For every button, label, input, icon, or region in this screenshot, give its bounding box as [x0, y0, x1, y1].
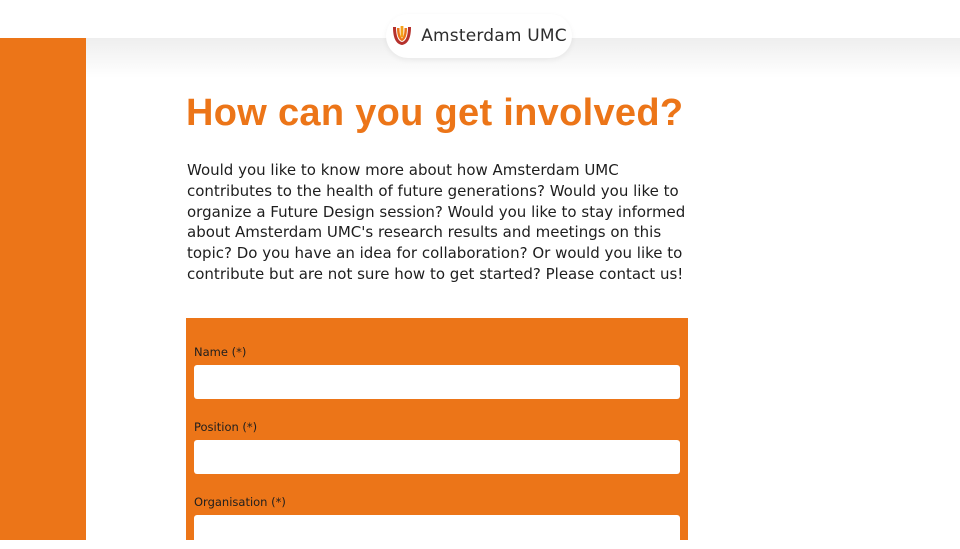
organisation-label: Organisation (*) [194, 495, 286, 509]
site-logo[interactable] [386, 14, 572, 58]
page-heading: How can you get involved? [186, 92, 684, 134]
tulip-logo-icon [391, 24, 413, 48]
intro-paragraph: Would you like to know more about how Amsterdam UMC contributes to the health of future generations? Would you like to organize a Future Design session? Would you like to stay informed about Amsterdam UMC's research results and meetings on this topic? Do you have an idea for collaboration? Or would you like to contribute but are not sure how to get started? Please contact us! [187, 161, 686, 283]
position-label: Position (*) [194, 420, 258, 434]
name-input[interactable] [194, 365, 680, 399]
name-label: Name (*) [194, 345, 247, 359]
logo-text: Amsterdam UMC [421, 26, 567, 46]
position-input[interactable] [194, 440, 680, 474]
decorative-side-stripe [0, 38, 86, 540]
organisation-input[interactable] [194, 515, 680, 549]
contact-form [186, 318, 688, 540]
